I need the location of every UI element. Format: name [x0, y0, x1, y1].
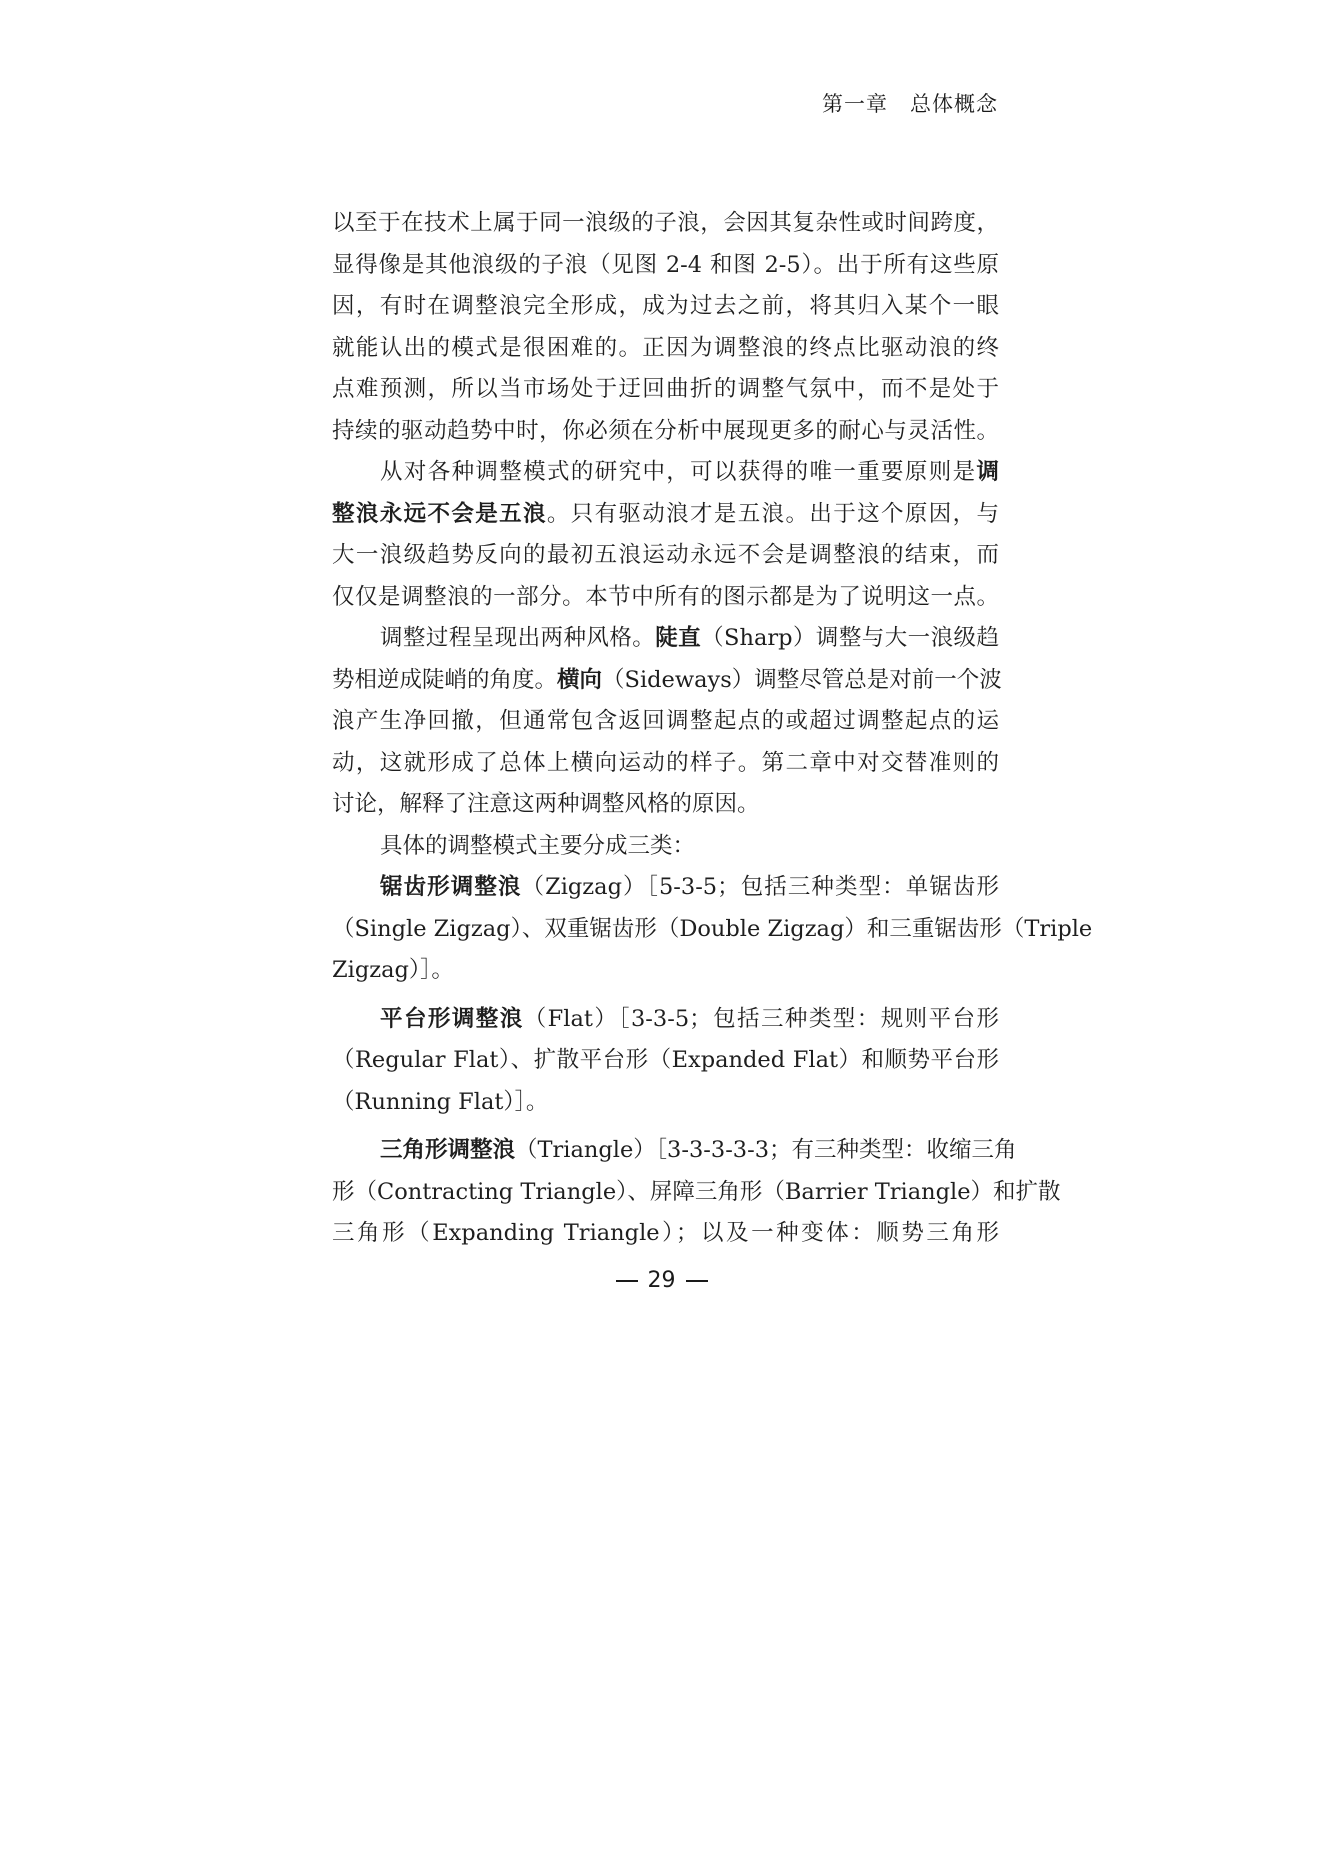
text-line: [332, 999, 999, 1041]
text-line: [332, 494, 999, 536]
text-line: 浪产生净回撤，但通常包含返回调整起点的或超过调整起点的运: [332, 708, 999, 734]
text-span: 势相逆成陡峭的角度。: [332, 666, 558, 693]
text-line: 以至于在技术上属于同一浪级的子浪，会因其复杂性或时间跨度，: [332, 210, 999, 236]
page-number: [0, 1268, 1323, 1293]
paragraph-3: [332, 618, 1002, 826]
text-line: 就能认出的模式是很困难的。正因为调整浪的终点比驱动浪的终: [332, 334, 999, 361]
text-span: （Flat）［3-3-5；包括三种类型：规则平台形: [523, 1005, 999, 1032]
paragraph-flat: [332, 999, 999, 1124]
text-span: （Sideways）调整尽管总是对前一个波: [602, 666, 1002, 693]
text-line: 形（Contracting Triangle）、屏障三角形（Barrier Triangle）和扩散: [332, 1178, 1061, 1205]
dash-left: [616, 1280, 638, 1282]
emphasis-text: 调: [976, 459, 999, 485]
paragraph-gap: [332, 1123, 999, 1130]
emphasis-text: 陡直: [655, 625, 702, 651]
emphasis-text: 三角形调整浪: [380, 1137, 516, 1163]
text-line: [332, 660, 1002, 702]
text-line: [332, 1130, 1017, 1172]
text-line: （Single Zigzag）、双重锯齿形（Double Zigzag）和三重锯齿形（Triple: [332, 915, 1093, 942]
paragraph-2: [332, 452, 999, 618]
emphasis-text: 平台形调整浪: [380, 1005, 524, 1032]
text-line: 讨论，解释了注意这两种调整风格的原因。: [332, 791, 760, 817]
text-line: （Regular Flat）、扩散平台形（Expanded Flat）和顺势平台形: [332, 1047, 999, 1073]
chapter-header: 第一章 总体概念: [822, 92, 998, 116]
paragraph-triangle: [332, 1130, 1061, 1255]
text-line: [332, 618, 999, 660]
text-line: [332, 867, 999, 909]
paragraph-1: [332, 203, 999, 452]
text-line: 三角形（Expanding Triangle）；以及一种变体：顺势三角形: [332, 1220, 999, 1246]
text-line: 因，有时在调整浪完全形成，成为过去之前，将其归入某个一眼: [332, 293, 999, 319]
text-span: 调整过程呈现出两种风格。: [380, 625, 656, 651]
paragraph-4: [332, 826, 999, 868]
text-span: 。只有驱动浪才是五浪。出于这个原因，与: [546, 500, 999, 527]
dash-right: [686, 1280, 708, 1282]
text-span: （Sharp）调整与大一浪级趋: [701, 625, 999, 651]
text-line: 动，这就形成了总体上横向运动的样子。第二章中对交替准则的: [332, 749, 999, 776]
emphasis-text: 锯齿形调整浪: [380, 874, 522, 900]
text-span: （Triangle）［3-3-3-3-3；有三种类型：收缩三角: [515, 1137, 1017, 1163]
text-line: 持续的驱动趋势中时，你必须在分析中展现更多的耐心与灵活性。: [332, 417, 999, 444]
text-line: [332, 452, 999, 494]
text-line: Zigzag）］。: [332, 957, 454, 983]
emphasis-text: 横向: [557, 666, 603, 693]
text-line: （Running Flat）］。: [332, 1088, 549, 1115]
text-line: 仅仅是调整浪的一部分。本节中所有的图示都是为了说明这一点。: [332, 583, 999, 610]
body-text: [332, 203, 1093, 1255]
text-span: （Zigzag）［5-3-5；包括三种类型：单锯齿形: [521, 874, 999, 900]
text-line: 具体的调整模式主要分成三类：: [380, 832, 696, 859]
emphasis-text: 整浪永远不会是五浪: [332, 500, 547, 527]
text-line: 显得像是其他浪级的子浪（见图 2-4 和图 2-5）。出于所有这些原: [332, 251, 999, 278]
text-span: 从对各种调整模式的研究中，可以获得的唯一重要原则是: [380, 459, 977, 485]
text-line: 大一浪级趋势反向的最初五浪运动永远不会是调整浪的结束，而: [332, 542, 999, 568]
paragraph-zigzag: [332, 867, 1093, 992]
text-line: 点难预测，所以当市场处于迂回曲折的调整气氛中，而不是处于: [332, 376, 999, 402]
page-number-value: 29: [647, 1268, 676, 1293]
paragraph-gap: [332, 992, 999, 999]
